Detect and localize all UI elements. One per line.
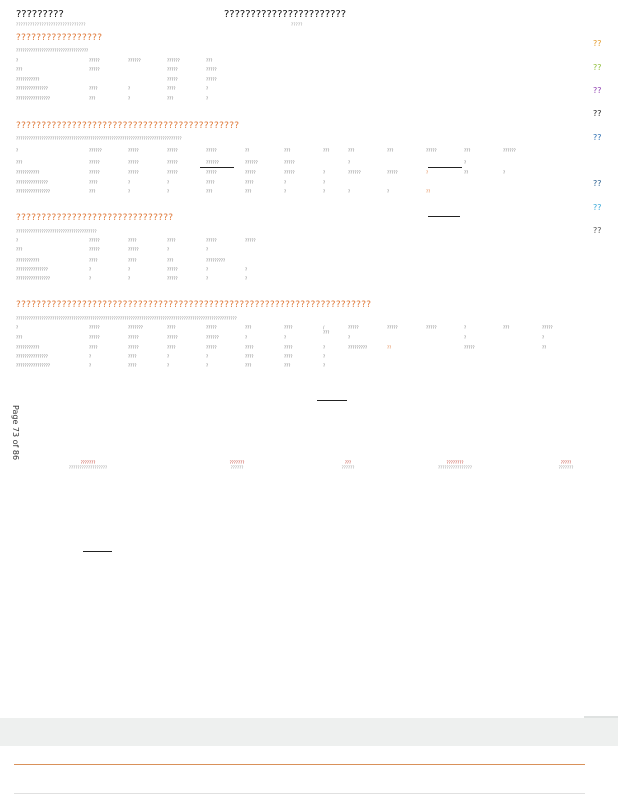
table-cell: ???????????????? <box>16 189 50 194</box>
table-cell: ? <box>323 354 326 359</box>
footer-reference-bottom: ?????????????????? <box>68 465 108 470</box>
margin-note-text: ?? <box>593 203 602 212</box>
table-cell: ??? <box>167 258 174 263</box>
table-cell: ??????????????? <box>16 267 48 272</box>
margin-note <box>593 86 602 95</box>
table-cell: ?? <box>245 148 250 153</box>
footer-reference-bottom: ?????? <box>341 465 355 470</box>
table-cell: ??? <box>206 189 213 194</box>
table-cell: ? <box>245 276 248 281</box>
table-cell: ? <box>464 335 467 340</box>
table-cell: ????? <box>89 325 100 330</box>
table-cell: ?????? <box>503 148 516 153</box>
table-cell: ? <box>206 86 209 91</box>
table-cell: ?????? <box>206 335 219 340</box>
table-cell: ? <box>167 354 170 359</box>
table-cell: ??? <box>206 58 213 63</box>
table-cell: ? <box>167 180 170 185</box>
table-cell: ??? <box>16 335 23 340</box>
table-cell: ? <box>16 58 19 63</box>
underline-mark <box>428 216 460 217</box>
table-cell: ?? <box>387 345 392 350</box>
section-subtitle: ?????????????????????????????????? <box>16 48 89 53</box>
table-cell: ??????? <box>128 325 143 330</box>
table-cell: ? <box>128 276 131 281</box>
table-cell: ??????????????? <box>16 180 48 185</box>
footer-reference-top: ??????? <box>80 460 96 465</box>
table-cell: ????? <box>167 67 178 72</box>
table-cell: ????? <box>128 148 139 153</box>
table-cell: ? <box>206 363 209 368</box>
table-cell: ????? <box>128 247 139 252</box>
table-cell: ?? <box>542 345 547 350</box>
table-cell: ???????????????? <box>16 96 50 101</box>
table-cell: ??????????? <box>16 170 40 175</box>
divider-orange <box>14 764 585 765</box>
table-cell: ??????????? <box>16 345 40 350</box>
footer-reference-top: ??????? <box>229 460 245 465</box>
table-cell: ? <box>128 96 131 101</box>
table-cell: ????? <box>89 160 100 165</box>
table-cell: ????? <box>167 148 178 153</box>
table-cell: ? <box>245 267 248 272</box>
margin-note <box>593 226 602 235</box>
margin-note-text: ?? <box>593 63 602 72</box>
table-cell: ???? <box>167 345 176 350</box>
table-cell: ?? <box>464 170 469 175</box>
table-cell: ? <box>387 189 390 194</box>
table-cell: ? <box>16 325 19 330</box>
footer-band <box>0 718 618 746</box>
footer-reference-bottom: ??????? <box>558 465 574 470</box>
table-cell: ????? <box>89 67 100 72</box>
margin-note <box>593 203 602 212</box>
table-cell: ??? <box>323 148 330 153</box>
margin-note <box>593 179 602 188</box>
table-cell: ??? <box>284 148 291 153</box>
table-cell: ? <box>89 354 92 359</box>
table-cell: ? <box>323 363 326 368</box>
margin-note-text: ?? <box>593 133 602 142</box>
table-cell: ??????????? <box>16 77 40 82</box>
table-cell: ?????? <box>89 148 102 153</box>
table-cell: ????? <box>284 170 295 175</box>
table-cell: ? <box>167 363 170 368</box>
table-cell: ??? <box>387 148 394 153</box>
divider-gray <box>14 793 585 794</box>
table-cell: ? <box>167 247 170 252</box>
table-cell: ??? <box>503 325 510 330</box>
table-cell: ????? <box>89 170 100 175</box>
table-cell: ????? <box>206 170 217 175</box>
table-cell: ??????????????? <box>16 354 48 359</box>
footer-reference <box>62 460 114 470</box>
table-cell: ? <box>16 148 19 153</box>
underline-mark <box>428 167 462 168</box>
margin-note-text: ?? <box>593 109 602 118</box>
section-title: ??????????????????????????????? <box>16 213 174 223</box>
footer-reference-bottom: ?????? <box>230 465 244 470</box>
table-cell: ????? <box>167 267 178 272</box>
table-cell: ????? <box>464 345 475 350</box>
table-cell: ????? <box>167 160 178 165</box>
table-cell: ???? <box>284 345 293 350</box>
table-cell: ? <box>323 345 326 350</box>
table-cell: ? <box>323 180 326 185</box>
footer-reference-bottom: ???????????????? <box>438 465 472 470</box>
section-title: ?????????????????????????????????????????????????????????????????????? <box>16 300 372 310</box>
table-cell: ? <box>206 96 209 101</box>
table-cell: ???? <box>128 354 137 359</box>
footer-reference-top: ??? <box>344 460 352 465</box>
table-cell: ????? <box>348 325 359 330</box>
section-title: ???????????????????????????????????????????? <box>16 121 240 131</box>
table-cell: ????? <box>89 58 100 63</box>
table-cell: ? <box>206 267 209 272</box>
footer-reference-top: ????? <box>560 460 572 465</box>
table-cell: / ??? <box>323 325 330 335</box>
table-cell: ????? <box>387 325 398 330</box>
table-cell: ????? <box>167 335 178 340</box>
table-cell: ????? <box>245 238 256 243</box>
table-cell: ? <box>284 189 287 194</box>
table-cell: ????? <box>206 67 217 72</box>
table-cell: ? <box>206 247 209 252</box>
section-subtitle: ?????????????????????????????????????????????????????????????????????????????? <box>16 136 182 141</box>
table-cell: ?? <box>426 189 431 194</box>
underline-mark <box>317 400 347 401</box>
table-cell: ???? <box>89 258 98 263</box>
table-cell: ??? <box>464 148 471 153</box>
table-cell: ? <box>89 267 92 272</box>
footer-reference <box>333 460 363 470</box>
table-cell: ???? <box>128 363 137 368</box>
table-cell: ??? <box>245 325 252 330</box>
table-cell: ? <box>323 189 326 194</box>
table-cell: ???? <box>89 86 98 91</box>
table-cell: ??? <box>245 363 252 368</box>
table-cell: ????? <box>426 325 437 330</box>
document-header-left-subtitle: ?????????????????????????????? <box>16 22 86 27</box>
table-cell: ?????? <box>348 170 361 175</box>
table-cell: ????? <box>542 325 553 330</box>
table-cell: ? <box>128 267 131 272</box>
margin-note-text: ?? <box>593 226 602 235</box>
table-cell: ? <box>348 189 351 194</box>
table-cell: ? <box>16 238 19 243</box>
section-subtitle: ?????????????????????????????????????? <box>16 229 97 234</box>
table-cell: ???? <box>89 180 98 185</box>
document-header-center-subtitle: ????? <box>291 22 303 27</box>
footer-reference-top: ???????? <box>446 460 464 465</box>
table-cell: ????? <box>89 335 100 340</box>
table-cell: ????? <box>167 170 178 175</box>
table-cell: ? <box>206 354 209 359</box>
table-cell: ? <box>464 160 467 165</box>
table-cell: ????? <box>206 77 217 82</box>
table-cell: ???????????????? <box>16 363 50 368</box>
table-cell: ?????? <box>167 58 180 63</box>
table-cell: ??? <box>89 189 96 194</box>
margin-note-text: ?? <box>593 39 602 48</box>
table-cell: ????? <box>89 238 100 243</box>
table-cell: ??? <box>167 96 174 101</box>
table-cell: ???? <box>167 238 176 243</box>
table-cell: ? <box>89 363 92 368</box>
footer-reference <box>552 460 580 470</box>
table-cell: ???? <box>128 238 137 243</box>
table-cell: ???? <box>245 180 254 185</box>
table-cell: ????? <box>128 345 139 350</box>
table-cell: ????? <box>206 325 217 330</box>
margin-note-text: ?? <box>593 86 602 95</box>
section-title: ????????????????? <box>16 33 103 43</box>
table-cell: ???? <box>245 345 254 350</box>
margin-note-text: ?? <box>593 179 602 188</box>
table-cell: ??? <box>16 160 23 165</box>
table-cell: ????? <box>128 160 139 165</box>
table-cell: ? <box>542 335 545 340</box>
document-header-center-title: ??????????????????????? <box>224 9 347 20</box>
table-cell: ? <box>323 170 326 175</box>
footer-reference <box>218 460 256 470</box>
table-cell: ? <box>503 170 506 175</box>
table-cell: ? <box>348 160 351 165</box>
table-cell: ?????? <box>128 58 141 63</box>
table-cell: ????? <box>387 170 398 175</box>
table-cell: ??????????????? <box>16 86 48 91</box>
table-cell: ??????????? <box>16 258 40 263</box>
margin-note <box>593 133 602 142</box>
table-cell: ? <box>464 325 467 330</box>
table-cell: ??? <box>89 96 96 101</box>
table-cell: ????? <box>426 148 437 153</box>
table-cell: ? <box>284 335 287 340</box>
table-cell: ????? <box>89 247 100 252</box>
table-cell: ????????? <box>206 258 226 263</box>
table-cell: ?????? <box>206 160 219 165</box>
table-cell: ? <box>89 276 92 281</box>
table-cell: ???? <box>89 345 98 350</box>
table-cell: ? <box>167 189 170 194</box>
table-cell: ? <box>284 180 287 185</box>
table-cell: ? <box>128 180 131 185</box>
section-subtitle: ???????????????????????????????????????????????????????????????????????????????????????????????????????? <box>16 316 237 321</box>
table-cell: ???? <box>167 325 176 330</box>
table-cell: ??? <box>245 189 252 194</box>
table-cell: ????? <box>206 345 217 350</box>
table-cell: ?????? <box>245 160 258 165</box>
table-cell: ????? <box>128 170 139 175</box>
table-cell: ???????????????? <box>16 276 50 281</box>
table-cell: ????? <box>167 276 178 281</box>
table-cell: ? <box>245 335 248 340</box>
margin-note <box>593 39 602 48</box>
margin-note <box>593 63 602 72</box>
table-cell: ???? <box>167 86 176 91</box>
table-cell: ????? <box>245 170 256 175</box>
table-cell: ??? <box>284 363 291 368</box>
footer-reference <box>432 460 478 470</box>
document-header-left-title: ????????? <box>16 9 64 20</box>
table-cell: ??? <box>16 67 23 72</box>
page-number-label: Page 73 of 86 <box>11 405 20 461</box>
table-cell: ????? <box>167 77 178 82</box>
table-cell: ? <box>348 335 351 340</box>
table-cell: ??? <box>348 148 355 153</box>
table-cell: ??? <box>16 247 23 252</box>
table-cell: ? <box>426 170 429 175</box>
table-cell: ????? <box>284 160 295 165</box>
table-cell: ???? <box>284 325 293 330</box>
table-cell: ????? <box>128 335 139 340</box>
margin-note <box>593 109 602 118</box>
table-cell: ???? <box>206 180 215 185</box>
table-cell: ? <box>206 276 209 281</box>
underline-mark <box>83 551 112 552</box>
table-cell: ????? <box>206 148 217 153</box>
table-cell: ???? <box>245 354 254 359</box>
table-cell: ???? <box>284 354 293 359</box>
underline-mark <box>200 167 234 168</box>
table-cell: ? <box>128 86 131 91</box>
table-cell: ????????? <box>348 345 368 350</box>
table-cell: ???? <box>128 258 137 263</box>
table-cell: ????? <box>206 238 217 243</box>
table-cell: ? <box>128 189 131 194</box>
